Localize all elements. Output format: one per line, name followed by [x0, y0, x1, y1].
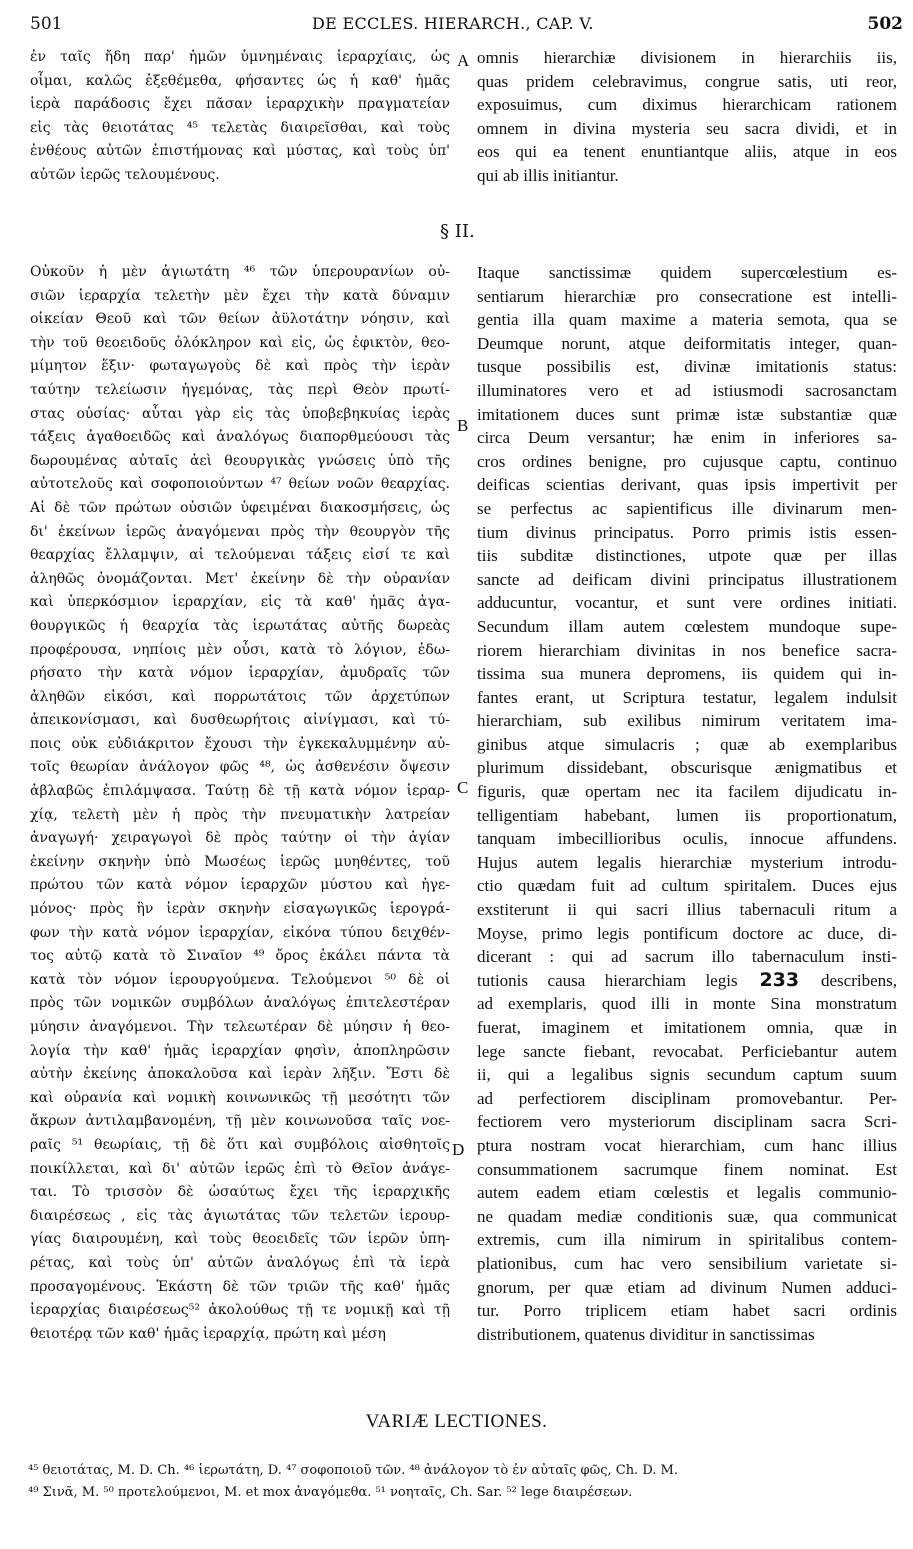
latin-main-line: imitationem duces sunt primæ istæ substantiæ quæ — [477, 404, 897, 424]
latin-main-line: tur. Porro triplicem etiam habet sacri ordinis — [477, 1301, 897, 1321]
latin-main-line: fectiorem vero mysteriorum disciplinam sacra Scri- — [477, 1112, 897, 1132]
latin-top-line: exposuimus, cum diximus hierarchicam rationem — [477, 95, 897, 115]
latin-main-line: distributionem, quatenus dividitur in sanctissimas — [477, 1324, 815, 1344]
greek-main-line: τοῖς θεωρίαν ἀνάλογον φῶς ⁴⁸, ὡς ἀσθενέσιν ὄψεσιν — [30, 759, 450, 776]
latin-main-line: Moyse, primo legis pontificum doctore ac duce, di- — [477, 923, 897, 943]
greek-main-line: διαιρέσεως , εἰς τὰς ἁγιωτάτας τῶν τελετῶν ἱερουρ- — [30, 1207, 450, 1224]
latin-top-line: omnis hierarchiæ divisionem in hierarchiis iis, — [477, 48, 897, 67]
greek-main-line: φων τὴν κατὰ νόμον ἱεραρχίαν, εἰκόνα τύπου δειχθέν- — [30, 924, 450, 941]
greek-column-top — [30, 46, 450, 188]
variant-notes-line-2: ⁴⁹ Σινᾶ, M. ⁵⁰ προτελούμενοι, M. et mox ἀναγόμεθα. ⁵¹ νοηταῖς, Ch. Sar. ⁵² lege διαιρέσεων. — [28, 1485, 633, 1500]
greek-top-line: εἰς τὰς θειοτάτας ⁴⁵ τελετὰς διαιρεῖσθαι, καὶ τοὺς — [30, 119, 450, 136]
latin-main-line: Secundum illam autem cœlestem mundoque supe- — [477, 616, 897, 636]
latin-main-line: fuerat, imaginem et imitationem omnia, quæ in — [477, 1018, 897, 1037]
latin-main-line: sentiarum hierarchiæ pro consecratione est intelli- — [477, 286, 897, 306]
greek-main-line: ἀληθῶν εἰκόσι, καὶ πορρωτάτοις τῶν ἀρχετύπων — [30, 688, 450, 705]
latin-main-line: dicerant : qui ad sacrum illo tabernaculum insti- — [477, 947, 897, 967]
margin-letter-a: A — [457, 51, 470, 70]
greek-column-main — [30, 261, 450, 1346]
greek-main-line: ποις οὐκ εὐδιάκριτον ἔχουσι τὴν ἐγκεκαλυμμένην αὐ- — [30, 735, 450, 752]
greek-main-line: ἄκρων ἀντιλαμβανομένη, τῇ μὲν κοινωνοῦσα ταῖς νοε- — [30, 1113, 450, 1130]
latin-main-line: tissima sua munera depromens, iis quidem qui in- — [477, 664, 897, 684]
running-title: DE ECCLES. HIERARCH., CAP. V. — [312, 14, 594, 33]
section-heading: § II. — [440, 221, 475, 242]
greek-main-line: ρήσατο τὴν κατὰ νόμον ἱεραρχίαν, ἀμυδραῖς τῶν — [30, 665, 450, 682]
latin-top-line: quas pridem celebravimus, congrue satis, uti reor, — [477, 71, 897, 91]
page-number-left: 501 — [30, 14, 63, 34]
latin-main-line: tanquam imbecillioribus oculis, innocue affundens. — [477, 829, 897, 849]
latin-main-line: ad exemplaris, quod illi in monte Sina monstratum — [477, 994, 897, 1014]
latin-main-line: ad perfectiorem disciplinam promovebantur. Per- — [477, 1088, 897, 1108]
margin-letter-d: D — [452, 1140, 465, 1159]
greek-main-line: ἀληθῶς ὀνομάζονται. Μετ' ἐκείνην δὲ τὴν οὐρανίαν — [30, 570, 450, 587]
greek-main-line: πρὸς τῶν νομικῶν συμβόλων ἀναλόγως ἐπιτελεστέραν — [30, 995, 450, 1012]
latin-main-line: autem eadem etiam cœlestis et legalis communio- — [477, 1183, 897, 1203]
variae-lectiones-title: VARIÆ LECTIONES. — [365, 1411, 548, 1432]
latin-main-line: plurimum dissidebant, obscurisque ænigmatibus et — [477, 758, 897, 778]
greek-main-line: λογία τὴν καθ' ἡμᾶς ἱεραρχίαν φησὶν, ἀποπληρῶσιν — [30, 1042, 450, 1059]
latin-main-line: extremis, cum illa nimirum in spiritalibus contem- — [477, 1230, 897, 1250]
latin-main-line: Itaque sanctissimæ quidem supercœlestium es- — [477, 263, 897, 282]
latin-main-line: adducuntur, vocantur, et sunt vere ordines initiati. — [477, 593, 897, 613]
greek-main-line: ἀβλαβῶς ἐπιλάμψασα. Ταύτῃ δὲ τῇ κατὰ νόμον ἱεραρ- — [30, 783, 450, 800]
greek-main-line: ταύτην τελείωσιν ἡγεμόνας, τὰς περὶ Θεὸν πρωτί- — [30, 381, 450, 398]
greek-main-line: μίμητον ἕξιν· φωταγωγοὺς δὲ καὶ πρὸς τὴν ἱερὰν — [30, 358, 450, 375]
latin-main-line: tium divinus principatus. Porro primis istis essen- — [477, 522, 897, 542]
variant-notes-line-1: ⁴⁵ θειοτάτας, M. D. Ch. ⁴⁶ ἱερωτάτη, D. ⁴⁷ σοφοποιοῦ τῶν. ⁴⁸ ἀνάλογον τὸ ἐν αὐταῖς φῶς, Ch. D. M. — [28, 1463, 678, 1478]
greek-main-line: ἀναγωγή· χειραγωγοὶ δὲ πρὸς ταύτην οἱ τὴν ἁγίαν — [30, 830, 450, 847]
greek-main-line: καὶ ὑπερκόσμιον ἱεραρχίαν, εἰς τὰ καθ' ἡμᾶς ἀγα- — [30, 594, 450, 611]
page-number-right: 502 — [867, 14, 903, 34]
greek-main-line: ρέτας, καὶ τοὺς ὑπ' αὐτῶν ἀναλόγως ἐπὶ τὰ ἱερὰ — [30, 1254, 450, 1271]
greek-main-line: θεαρχίας ἔλλαμψιν, αἱ τελούμεναι τάξεις εἰσί τε καὶ — [30, 547, 450, 564]
greek-top-line: αὐτῶν ἱερῶς τελουμένους. — [30, 166, 220, 183]
greek-main-line: αὐτοτελοῦς καὶ σοφοποιούντων ⁴⁷ θείων νοῶν θεαρχίας. — [30, 476, 450, 493]
latin-top-line: omnem in divina mysteria seu sacra dividi, et in — [477, 118, 897, 138]
latin-top-line: eos qui ea tenent enuntiantque aliis, atque in eos — [477, 142, 897, 162]
latin-column-main — [477, 261, 897, 1346]
greek-top-line: ἐν ταῖς ἤδη παρ' ἡμῶν ὑμνημέναις ἱεραρχίαις, ὡς — [30, 49, 450, 65]
latin-main-line: exstiterunt ii qui sacri illius tabernaculi ritum a — [477, 900, 897, 920]
latin-main-line: ne quadam mediæ conditionis suæ, qua communicat — [477, 1206, 897, 1226]
latin-main-line: Hujus autem legalis hierarchiæ mysterium introdu- — [477, 852, 897, 872]
latin-main-line: illuminatores vero et ad istiusmodi sacrosanctam — [477, 380, 897, 400]
greek-main-line: τος αὐτῷ κατὰ τὸ Σιναῖον ⁴⁹ ὄρος ἐκάλει πάντα τὰ — [30, 948, 450, 965]
latin-main-line: riorem hierarchiam divinitas in nos benefice sacra- — [477, 640, 897, 660]
greek-main-line: χίᾳ, τελετὴ μὲν ἡ πρὸς τὴν πνευματικὴν λατρείαν — [30, 806, 450, 823]
greek-main-line: προφέρουσα, νηπίοις μὲν οὖσι, κατὰ τὸ λόγιον, ἐδω- — [30, 641, 450, 658]
latin-main-line: hierarchiam, sub exilibus nimirum veritatem ima- — [477, 711, 897, 731]
greek-main-line: δι' ἐκείνων ἱερῶς ἀναγόμεναι πρὸς τὴν θεουργὸν τῆς — [30, 523, 450, 540]
latin-main-line: ptura nostram vocat hierarchiam, cum hanc illius — [477, 1135, 897, 1155]
greek-main-line: αὐτὴν ἐκείνης ἀποκαλοῦσα καὶ ἱερὰν λῆξιν. Ἔστι δὲ — [30, 1066, 450, 1083]
greek-main-line: μύησιν ἀναγόμενοι. Τὴν τελεωτέραν δὲ μύησιν ἡ θεο- — [30, 1019, 450, 1035]
latin-main-line: Deumque norunt, atque deiformitatis integer, quan- — [477, 333, 897, 353]
latin-main-line: ginibus atque simulacris ; quæ ab exemplaribus — [477, 734, 897, 754]
inline-page-number: 233 — [737, 968, 821, 991]
latin-main-line: telligentiam habebant, lumen iis proportionatum, — [477, 805, 897, 825]
greek-main-line: πρώτου τῶν κατὰ νόμον ἱεραρχῶν μύστου καὶ ἡγε- — [30, 877, 450, 894]
greek-main-line: δωρουμένας αὐταῖς ἀεὶ θεουργικὰς γνώσεις ὑπὸ τῆς — [30, 452, 450, 469]
greek-main-line: θειοτέρᾳ τῶν καθ' ἡμᾶς ἱεραρχίᾳ, πρώτη καὶ μέση — [30, 1325, 386, 1342]
greek-main-line: ραῖς ⁵¹ θεωρίαις, τῇ δὲ ὅτι καὶ συμβόλοις αἰσθητοῖς — [30, 1136, 450, 1153]
greek-main-line: ἀπεικονίσμασι, καὶ δυσθεωρήτοις αἰνίγμασι, καὶ τύ- — [30, 712, 450, 729]
greek-top-line: ἐνθέους αὐτῶν ἐπιστήμονας καὶ μύστας, καὶ τοὺς ὑπ' — [30, 143, 450, 160]
latin-main-line: se perfectus ac sapientificus ille divinarum men- — [477, 498, 897, 518]
latin-main-line: circa Deum versantur; hæ enim in inferiores sa- — [477, 428, 897, 448]
latin-main-line: sancte ad deificam divini principatus illustrationem — [477, 569, 897, 589]
latin-column-top — [477, 46, 897, 188]
latin-main-line: tusque possibilis est, divinæ imitationis status: — [477, 357, 897, 377]
latin-main-line: plationibus, cum hac vero sensibilium varietate si- — [477, 1253, 897, 1273]
latin-main-line: ii, qui a legalibus signis secundum captum suum — [477, 1065, 897, 1085]
greek-main-line: ται. Τὸ τρισσὸν δὲ ὡσαύτως ἔχει τῆς ἱεραρχικῆς — [30, 1184, 450, 1201]
margin-letter-b: B — [457, 416, 469, 435]
greek-main-line: καὶ οὐρανία καὶ νομικὴ κοινωνικῶς τῇ μεσότητι τῶν — [30, 1089, 450, 1106]
latin-main-line: gentia illa quam maxime a materia semota, qua se — [477, 310, 897, 330]
greek-main-line: γίας διαιρουμένη, καὶ τοὺς θεοειδεῖς τῶν ἱερῶν ὑπη- — [30, 1231, 450, 1248]
greek-main-line: ἐκείνην σκηνὴν ὑπὸ Μωσέως ἱερῶς μυηθέντες, τοῦ — [30, 853, 450, 870]
greek-main-line: τάξεις ἀγαθοειδῶς καὶ ἀναλόγως διαπορθμεύουσι τὰς — [30, 429, 450, 446]
latin-main-line: fantes erant, ut Scriptura testatur, legalem indulsit — [477, 687, 897, 707]
latin-main-line: cros ordines benigne, pro cujusque captu, continuo — [477, 451, 897, 471]
greek-main-line: Οὐκοῦν ἡ μὲν ἁγιωτάτη ⁴⁶ τῶν ὑπερουρανίων οὐ- — [30, 264, 450, 280]
greek-main-line: ἱεραρχίας διαιρέσεως⁵² ἀκολούθως τῇ τε νομικῇ καὶ τῇ — [30, 1302, 450, 1319]
latin-main-line: figuris, quæ opertam nec ita facilem dijudicatu in- — [477, 782, 897, 802]
greek-main-line: σιῶν ἱεραρχία τελετὴν μὲν ἔχει τὴν κατὰ δύναμιν — [30, 287, 450, 304]
greek-main-line: ποικίλλεται, καὶ δι' αὐτῶν ἱερῶς ἐπὶ τὸ Θεῖον ἀνάγε- — [30, 1160, 450, 1177]
greek-top-line: οἶμαι, καλῶς ἐξεθέμεθα, φήσαντες ὡς ἡ καθ' ἡμᾶς — [30, 72, 450, 89]
greek-main-line: στας οὐσίας· αὗται γὰρ εἰς τὰς ὑποβεβηκυίας ἱερὰς — [30, 405, 450, 422]
latin-main-line: consummationem sacrumque finem nominat. Est — [477, 1159, 897, 1179]
latin-main-line: lege sancte fiebant, revocabat. Perficiebantur autem — [477, 1041, 897, 1061]
latin-main-line: deificas scientias derivant, quas ipsis impertivit per — [477, 475, 897, 495]
greek-top-line: ἱερὰ παράδοσις ἔχει πᾶσαν ἱεραρχικὴν πραγματείαν — [30, 96, 450, 113]
greek-main-line: κατὰ τὸν νόμον ἱερουργούμενα. Τελούμενοι ⁵⁰ δὲ οἱ — [30, 971, 450, 988]
latin-main-line: tutionis causa hierarchiam legis 233 describens, — [477, 968, 897, 991]
latin-main-line: gnorum, per quæ etiam ad divinum Numen adduci- — [477, 1277, 897, 1297]
latin-top-line: qui ab illis initiantur. — [477, 165, 619, 185]
latin-main-line: tiis subditæ distinctiones, utpote quæ per illas — [477, 546, 897, 566]
margin-letter-c: C — [457, 778, 469, 797]
greek-main-line: μόνος· πρὸς ἣν ἱερὰν σκηνὴν εἰσαγωγικῶς ἱερογρά- — [30, 901, 450, 918]
greek-main-line: Αἱ δὲ τῶν πρώτων οὐσιῶν ὑφειμέναι διακοσμήσεις, ὡς — [30, 499, 450, 516]
greek-main-line: προσαγομένους. Ἑκάστη δὲ τῶν τριῶν τῆς καθ' ἡμᾶς — [30, 1278, 450, 1295]
inline-after-text: describens, — [821, 970, 897, 990]
latin-main-line: ctio quædam fuit ad cultum spiritalem. Duces ejus — [477, 876, 897, 896]
greek-main-line: τὴν τοῦ θεοειδοῦς ὁλόκληρον καὶ εἰς, ὡς ἐφικτὸν, θεο- — [30, 334, 450, 351]
greek-main-line: οἰκείαν Θεοῦ καὶ τῶν θείων ἀϋλοτάτην νόησιν, καὶ — [30, 311, 450, 328]
greek-main-line: θουργικῶς ἡ θεαρχία τὰς ἱερωτάτας αὐτῆς δωρεὰς — [30, 617, 450, 634]
